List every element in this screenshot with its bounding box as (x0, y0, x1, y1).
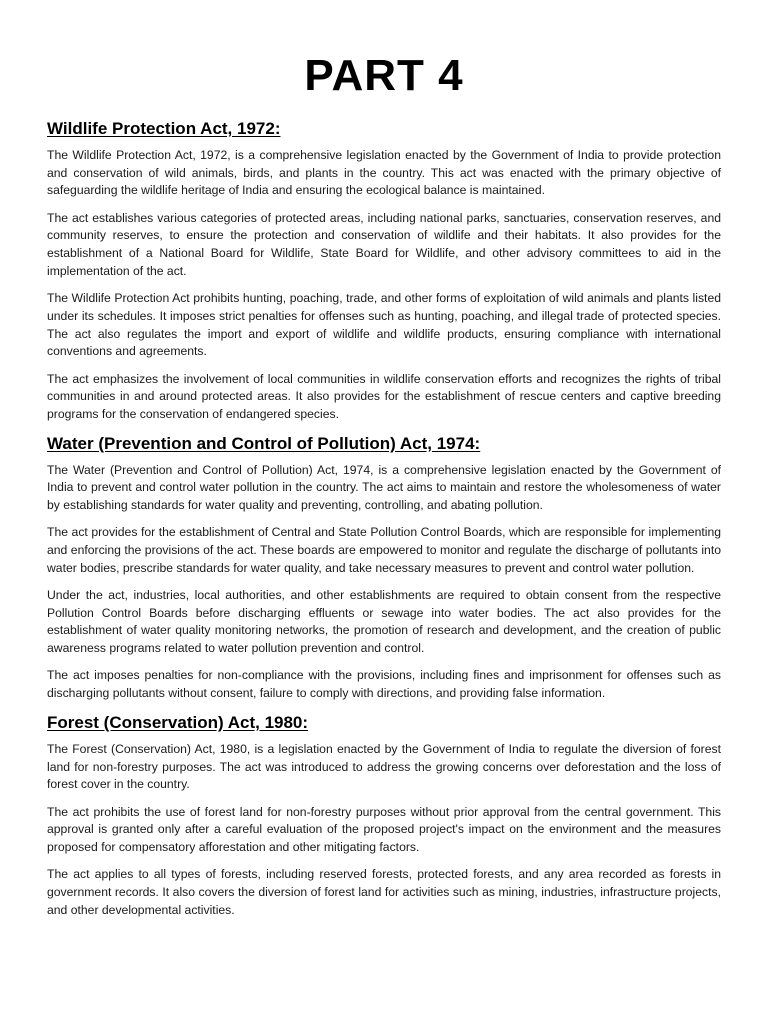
paragraph: The act emphasizes the involvement of local communities in wildlife conservation efforts and recognizes the rights of tribal communities in and around protected areas. It also provides for the establishment of rescue centers and captive breeding programs for the conservation of endangered species. (47, 371, 721, 421)
paragraph: The act provides for the establishment of Central and State Pollution Control Boards, which are responsible for implementing and enforcing the provisions of the act. These boards are empowered to monitor and regulate the discharge of pollutants into water bodies, prescribe standards for water quality, and take necessary measures to prevent and control water pollution. (47, 525, 721, 575)
paragraph: The Water (Prevention and Control of Pollution) Act, 1974, is a comprehensive legislation enacted by the Government of India to prevent and control water pollution in the country. The act aims to maintain and restore the wholesomeness of water by establishing standards for water quality and preventing, controlling, and abating pollution. (47, 462, 721, 513)
paragraph: The act applies to all types of forests, including reserved forests, protected forests, and any area recorded as forests in government records. It also covers the diversion of forest land for activities such as mining, industries, infrastructure projects, and other developmental activities. (47, 867, 721, 917)
paragraph: The act establishes various categories of protected areas, including national parks, sanctuaries, conservation reserves, and community reserves, to ensure the protection and conservation of wildlife and their habitats. It also provides for the establishment of a National Board for Wildlife, State Board for Wildlife, and other advisory committees to aid in the implementation of the act. (47, 210, 721, 278)
paragraph: Under the act, industries, local authorities, and other establishments are required to obtain consent from the respective Pollution Control Boards before discharging effluents or sewage into water bodies. The act also provides for the establishment of water quality monitoring networks, the promotion of research and development, and the creation of public awareness programs related to water pollution prevention and control. (47, 588, 721, 656)
section-heading-water: Water (Prevention and Control of Pollution) Act, 1974: (47, 433, 481, 453)
paragraph: The act imposes penalties for non-compliance with the provisions, including fines and imprisonment for offenses such as discharging pollutants without consent, failure to comply with directions, and providing false information. (47, 668, 721, 701)
document-page (47, 0, 721, 919)
paragraph: The Forest (Conservation) Act, 1980, is a legislation enacted by the Government of India to regulate the diversion of forest land for non-forestry purposes. The act was introduced to address the growing concerns over deforestation and the loss of forest cover in the country. (47, 741, 721, 792)
section-heading-forest: Forest (Conservation) Act, 1980: (47, 712, 309, 732)
section-heading-wildlife: Wildlife Protection Act, 1972: (47, 119, 281, 138)
part-title: PART 4 (304, 51, 464, 100)
paragraph: The Wildlife Protection Act, 1972, is a comprehensive legislation enacted by the Government of India to provide protection and conservation of wild animals, birds, and plants in the country. This act was enacted with the primary objective of safeguarding the wildlife heritage of India and ensuring the ecological balance is maintained. (47, 148, 721, 198)
paragraph: The Wildlife Protection Act prohibits hunting, poaching, trade, and other forms of exploitation of wild animals and plants listed under its schedules. It imposes strict penalties for offenses such as hunting, poaching, and illegal trade of protected species. The act also regulates the import and export of wildlife and wildlife products, ensuring compliance with international conventions and agreements. (47, 291, 721, 359)
paragraph: The act prohibits the use of forest land for non-forestry purposes without prior approval from the central government. This approval is granted only after a careful evaluation of the proposed project's impact on the environment and the measures proposed for compensatory afforestation and other mitigating factors. (47, 804, 721, 854)
